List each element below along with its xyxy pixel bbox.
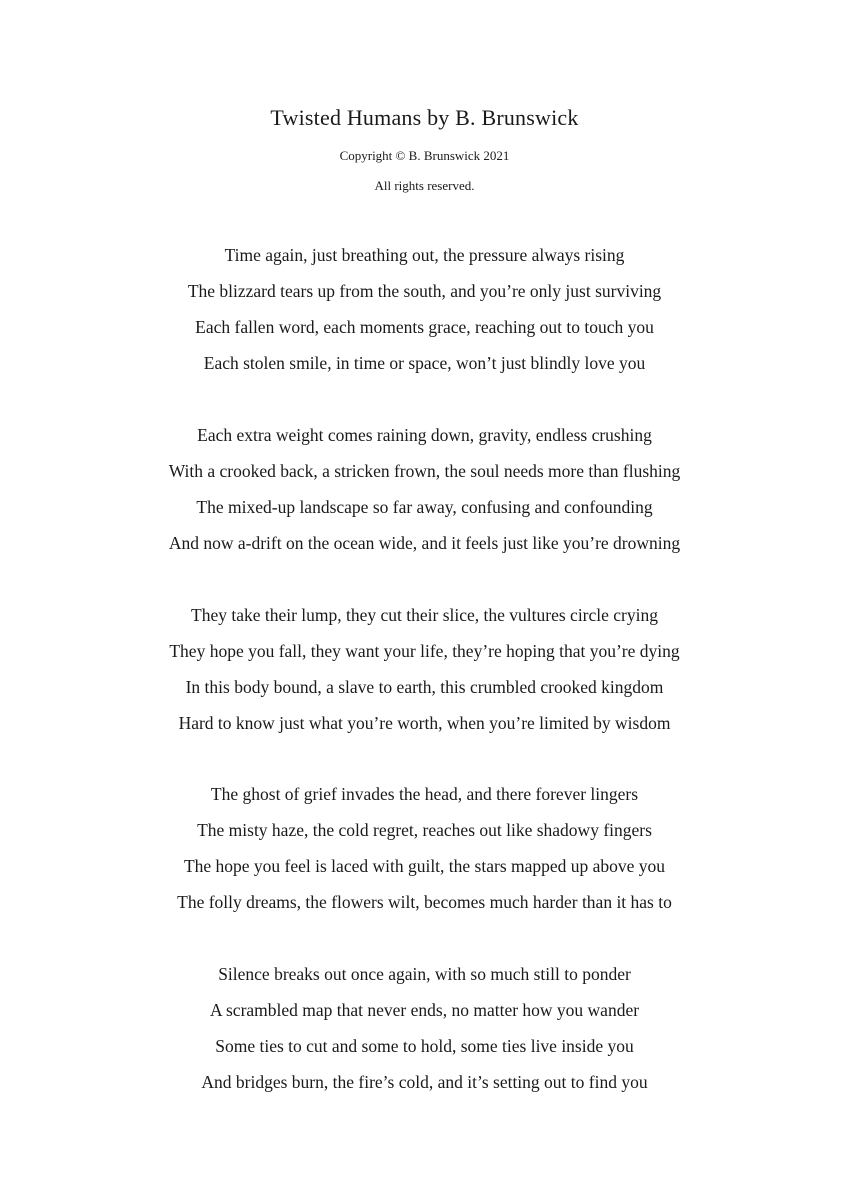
poem-line: The folly dreams, the flowers wilt, becomes much harder than it has to bbox=[177, 892, 672, 912]
stanza-3 bbox=[0, 597, 849, 741]
poem-line: They hope you fall, they want your life, they’re hoping that you’re dying bbox=[169, 641, 680, 661]
poem-line: Each extra weight comes raining down, gravity, endless crushing bbox=[197, 425, 652, 445]
poem-line: And now a-drift on the ocean wide, and it feels just like you’re drowning bbox=[168, 533, 681, 553]
poem-line: With a crooked back, a stricken frown, the soul needs more than flushing bbox=[168, 461, 681, 481]
stanza-5 bbox=[0, 956, 849, 1100]
poem-line: Time again, just breathing out, the pressure always rising bbox=[224, 245, 625, 265]
poem-line: Each stolen smile, in time or space, won’t just blindly love you bbox=[203, 353, 646, 373]
poem-line: A scrambled map that never ends, no matter how you wander bbox=[209, 1000, 640, 1020]
poem-line: The ghost of grief invades the head, and there forever lingers bbox=[210, 784, 639, 804]
poem-line: Some ties to cut and some to hold, some ties live inside you bbox=[215, 1036, 634, 1056]
poem-line: Each fallen word, each moments grace, reaching out to touch you bbox=[195, 317, 654, 337]
stanza-1 bbox=[0, 237, 849, 381]
stanza-4 bbox=[0, 776, 849, 920]
poem-line: Silence breaks out once again, with so much still to ponder bbox=[218, 964, 631, 984]
rights-notice: All rights reserved. bbox=[374, 178, 475, 193]
poem-line: The misty haze, the cold regret, reaches out like shadowy fingers bbox=[197, 820, 652, 840]
poem-line: Hard to know just what you’re worth, when you’re limited by wisdom bbox=[178, 713, 671, 733]
poem-line: In this body bound, a slave to earth, this crumbled crooked kingdom bbox=[185, 677, 664, 697]
poem-line: And bridges burn, the fire’s cold, and it’s setting out to find you bbox=[201, 1072, 648, 1092]
poem-line: The mixed-up landscape so far away, confusing and confounding bbox=[196, 497, 653, 517]
copyright-notice: Copyright © B. Brunswick 2021 bbox=[339, 148, 510, 163]
poem-title: Twisted Humans by B. Brunswick bbox=[270, 105, 579, 130]
poem-line: The hope you feel is laced with guilt, the stars mapped up above you bbox=[183, 856, 666, 876]
poem-line: The blizzard tears up from the south, and you’re only just surviving bbox=[187, 281, 662, 301]
stanza-2 bbox=[0, 417, 849, 561]
poem-line: They take their lump, they cut their slice, the vultures circle crying bbox=[191, 605, 658, 625]
